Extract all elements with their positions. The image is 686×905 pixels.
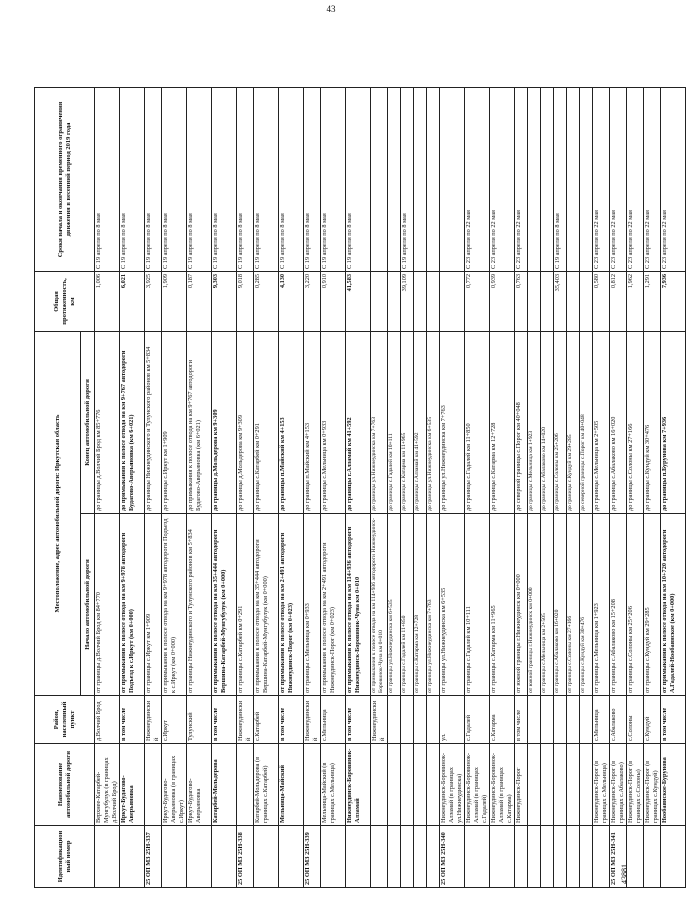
table-row [610,87,627,887]
cell-period: С 19 апреля по 8 мая [254,87,279,271]
cell-id [580,826,593,888]
cell-period: С 23 апреля по 22 мая [490,87,515,271]
cell-start: от границы с.Катарбей км 0+291 [237,514,254,696]
cell-district [427,696,440,744]
cell-district: с.Катарбей [254,696,279,744]
cell-start: от границы с.Абалаково км 16+020 [554,514,567,696]
table-subrow [541,87,554,887]
cell-start: от южной границы г.Нижнеудинск км 0+000 [515,514,528,696]
cell-end: до границы г.Алзамай км 41+592 [346,331,371,513]
cell-length: 3,220 [304,271,321,331]
page-number: 43 [326,4,336,14]
cell-length: 0,812 [610,271,627,331]
cell-start: от примыкания к полосе отвода на км 9+978 автодороги Подъезд к с.Иркут (км 0+000) [120,514,145,696]
cell-period [414,87,427,271]
cell-start: от примыкания к полосе отвода на км 2+491 автодороги Нижнеудинск-Порог (км 0+023) [279,514,304,696]
cell-name: Катарбей-Мольдерова (в границах с.Катарбей) [254,744,279,826]
cell-end: до границы с.Гадалей км 11+850 [465,331,490,513]
cell-end: до границы д.Мольдерова км 9+309 [212,331,237,513]
cell-end: до северной границы с.Порог км 40+048 [580,331,593,513]
cell-district [541,696,554,744]
cell-end: до границы ул.Нижнеудинска км 6+535 [427,331,440,513]
cell-id [661,826,686,888]
cell-start: от границы с.Катарма км 11+965 [490,514,515,696]
cell-period [567,87,580,271]
table-row [644,87,661,887]
table-subrow [388,87,401,887]
cell-name: Нижнеудинск-Боровинок-Алзамай (в границах с.Катарма) [490,744,515,826]
cell-end: до границы п.Майский км 4+153 [279,331,304,513]
cell-length [541,271,554,331]
cell-end: до границы с.Абалаково км 14+020 [541,331,554,513]
cell-period [440,87,465,271]
cell-end: до границы с.Катарма км 11+965 [401,331,414,513]
cell-start: от границы с.Абалаково км 15+208 [610,514,627,696]
cell-district [567,696,580,744]
cell-length [414,271,427,331]
cell-period: С 23 апреля по 22 мая [661,87,686,271]
table-row [120,87,145,887]
cell-period: С 23 апреля по 22 мая [644,87,661,271]
cell-length: 4,130 [279,271,304,331]
cell-district: в том числе [120,696,145,744]
cell-period: С 19 апреля по 8 мая [162,87,187,271]
cell-period: С 23 апреля по 22 мая [593,87,610,271]
cell-district: Нижнеудинский [237,696,254,744]
table-subrow [528,87,541,887]
cell-district: Нижнеудинский [371,696,388,744]
cell-end: до границы Нижнеудинского и Тулунского районов км 5+834 [145,331,162,513]
cell-end: до границы с.Мельница км 0+933 [321,331,346,513]
cell-end: до границы с.Катарма км 12+728 [490,331,515,513]
cell-district: в том числе [212,696,237,744]
col-header-location: Местоположение, адрес автомобильной дороги: Иркутская область [35,331,81,695]
cell-period: С 19 апреля по 8 мая [212,87,237,271]
cell-end: до границы ул.Нижнеудинска км 7+763 [371,331,388,513]
cell-end: до границы с.Кундуй км 30+476 [644,331,661,513]
cell-length: 7,936 [661,271,686,331]
cell-end: до границы ул.Нижнеудинска км 7+763 [440,331,465,513]
cell-period: С 23 апреля по 22 мая [465,87,490,271]
cell-period: С 19 апреля по 8 мая [95,87,120,271]
cell-district: с.Мельница [593,696,610,744]
cell-name: Нижнеудинск-Порог (в границах с.Абалаково) [610,744,627,826]
cell-end: до границы д.Мольдерова км 9+309 [237,331,254,513]
cell-length: 1,962 [627,271,644,331]
table-row [321,87,346,887]
cell-id: 25 ОП МЗ 25Н-341 [610,826,627,888]
cell-id [95,826,120,888]
cell-start: от южной границы г.Нижнеудинск км 0+000 [528,514,541,696]
table-row [95,87,120,887]
cell-name: Нообаянское-Бурунова [661,744,686,826]
cell-id [490,826,515,888]
cell-id: 25 ОП МЗ 25Н-338 [237,826,254,888]
cell-name: Нижнеудинск-Порог (в границах с.Кундуй) [644,744,661,826]
cell-name: Нижнеудинск-Порог (в границах с.Солоны) [627,744,644,826]
cell-length [580,271,593,331]
cell-start: от примыкания к полосе отвода на км 9+978 автодороги Подъезд к с.Иркут (км 0+000) [162,514,187,696]
cell-start: от примыкания к полосе отвода на км 114+936 автодороги Нижнеудинск-Боровинок-Чуна км 0+010 [346,514,371,696]
cell-period [580,87,593,271]
cell-district: в том числе [279,696,304,744]
cell-start: от примыкания к полосе отвода на км 2+491 автодороги Нижнеудинск-Порог (км 0+023) [321,514,346,696]
cell-length: 0,772 [465,271,490,331]
table-subrow [554,87,567,887]
cell-name [541,744,554,826]
cell-district: с.Абалаково [610,696,627,744]
cell-start: от границы с.Гадалей км 11+850 [401,514,414,696]
cell-length: 0,580 [593,271,610,331]
cell-start: от границы с.Гадалей км 10+111 [465,514,490,696]
table-row [254,87,279,887]
cell-period [388,87,401,271]
cell-name [427,744,440,826]
cell-name [371,744,388,826]
cell-start: от границы д.Волчий Брод км 84+770 [95,514,120,696]
cell-period [371,87,388,271]
table-row [465,87,490,887]
cell-period: С 19 апреля по 8 мая [321,87,346,271]
cell-id [567,826,580,888]
cell-start: от границы с.Солоны км 27+166 [567,514,580,696]
cell-id [528,826,541,888]
cell-length [427,271,440,331]
cell-id [554,826,567,888]
table-subrow [567,87,580,887]
cell-name [528,744,541,826]
cell-length: 1,291 [644,271,661,331]
cell-name: Мельница-Майский (в границах с.Мельница) [321,744,346,826]
cell-end: до границы с.Мельница км 1+923 [528,331,541,513]
cell-name [414,744,427,826]
cell-name: Нижнеудинск-Порог [515,744,528,826]
cell-length: 0,939 [490,271,515,331]
cell-name: Катарбей-Мольдерова [212,744,237,826]
table-row [162,87,187,887]
table-row [237,87,254,887]
cell-name [145,744,162,826]
cell-start: от границы с.Мельница км 1+923 [593,514,610,696]
cell-id [401,826,414,888]
cell-name [401,744,414,826]
col-header-name: Наименование автомобильной дороги [35,744,95,826]
cell-length: 35,403 [554,271,567,331]
cell-name: Верхнее-Катарбей-Мунгубулук (в границах д.Волчий Брод) [95,744,120,826]
cell-id: 25 ОП МЗ 25Н-339 [304,826,321,888]
document-id: 43881 [620,864,629,884]
col-header-district: Район, населенный пункт [35,696,95,744]
cell-district: Нижнеудинский [304,696,321,744]
table-body [95,87,686,887]
cell-length: 9,303 [212,271,237,331]
cell-district [580,696,593,744]
cell-length: 3,925 [145,271,162,331]
cell-id [427,826,440,888]
cell-length [371,271,388,331]
cell-name: Иркут-Будагово-Аверьяновка [187,744,212,826]
cell-end: до границы с.Абалаково км 16+020 [610,331,627,513]
cell-district: в том числе [346,696,371,744]
cell-district [388,696,401,744]
cell-id [644,826,661,888]
cell-name [304,744,321,826]
cell-end: до границы с.Мельница км 2+505 [593,331,610,513]
cell-name: Нижнеудинск-Боровинок-Алзамай [346,744,371,826]
cell-id [254,826,279,888]
table-row [279,87,304,887]
cell-district: с.Кундуй [644,696,661,744]
cell-id [371,826,388,888]
cell-period: С 19 апреля по 8 мая [346,87,371,271]
cell-start: от границы ул.Нижнеудинска км 7+763 [427,514,440,696]
cell-name [567,744,580,826]
cell-start: от примыкания к полосе отвода на км 10+720 автодороги А.Гадалей-Нообаянское (км 0+000) [661,514,686,696]
cell-district [554,696,567,744]
cell-end: до границы с.Катарбей км 0+291 [254,331,279,513]
cell-name: Иркут-Будагово-Аверьяновка [120,744,145,826]
cell-period [528,87,541,271]
cell-period: С 19 апреля по 8 мая [187,87,212,271]
cell-start: от границы с.Иркут км 1+909 [145,514,162,696]
cell-district: с.Мельница [321,696,346,744]
cell-start: от примыкания к полосе отвода на км 114+936 автодороги Нижнеудинск-Боровинок-Чуна км 0+010 [371,514,388,696]
cell-id: 25 ОП МЗ 25Н-337 [145,826,162,888]
table-subrow [401,87,414,887]
col-header-period: Сроки начала и окончания временного ограничения движения в весенний период 2019 года [35,87,95,271]
cell-id [162,826,187,888]
cell-district: в том числе [515,696,528,744]
col-header-end: Конец автомобильной дороги [81,331,95,513]
cell-length [567,271,580,331]
cell-district [528,696,541,744]
cell-name: Нижнеудинск-Боровинок-Алзамай (в границах с.Гадалей) [465,744,490,826]
cell-period: С 23 апреля по 22 мая [610,87,627,271]
table-subrow [427,87,440,887]
table-row [187,87,212,887]
cell-start: от границы Нижнеудинского и Тулунского районов км 5+834 [187,514,212,696]
cell-district: с.Солоны [627,696,644,744]
cell-length: 0,285 [254,271,279,331]
cell-length: 6,021 [120,271,145,331]
table-row [440,87,465,887]
cell-district [401,696,414,744]
cell-length: 39,109 [401,271,414,331]
cell-district: ул. [440,696,465,744]
cell-start: от границы ул.Нижнеудинска км 6+535 [440,514,465,696]
cell-length: 9,018 [237,271,254,331]
cell-start: от примыкания к полосе отвода на км 35+444 автодороги Вершина-Катарбей-Мунгубулук (км 0+000) [254,514,279,696]
table-subrow [580,87,593,887]
cell-end: до границы с.Кундуй км 29+285 [567,331,580,513]
cell-period [541,87,554,271]
cell-length: 0,763 [515,271,528,331]
cell-id [212,826,237,888]
cell-length [388,271,401,331]
cell-period: С 19 апреля по 8 мая [554,87,567,271]
cell-end: до границы с.Иркут км 1+909 [162,331,187,513]
cell-length: 41,583 [346,271,371,331]
cell-id [593,826,610,888]
cell-district: с.Иркут [162,696,187,744]
cell-id [120,826,145,888]
cell-end: до границы д.Волчий Брод км 85+776 [95,331,120,513]
cell-period: С 23 апреля по 22 мая [515,87,528,271]
cell-district: с.Гадалей [465,696,490,744]
cell-start: от границы ул.Нижнеудинска км 6+535 [388,514,401,696]
cell-period: С 19 апреля по 8 мая [120,87,145,271]
table-row [490,87,515,887]
cell-period: С 19 апреля по 8 мая [279,87,304,271]
table-row [212,87,237,887]
cell-district: в том числе [661,696,686,744]
cell-start: от границы с.Мельница км 2+505 [541,514,554,696]
cell-start: от границы с.Мельница км 0+933 [304,514,321,696]
cell-id [541,826,554,888]
cell-name: Иркут-Будагово-Аверьяновка (в границах с.Иркут) [162,744,187,826]
table-row [627,87,644,887]
cell-end: до северной границы с.Порог км 40+048 [515,331,528,513]
col-header-start: Начало автомобильной дороги [81,514,95,696]
cell-period [427,87,440,271]
table-row [661,87,686,887]
cell-id [346,826,371,888]
cell-id [279,826,304,888]
cell-period: С 19 апреля по 8 мая [145,87,162,271]
cell-id [414,826,427,888]
cell-period: С 19 апреля по 8 мая [401,87,414,271]
cell-district: Тулунский [187,696,212,744]
cell-end: до границы г.Алзамай км 41+592 [414,331,427,513]
cell-name [388,744,401,826]
table-header-row [35,87,81,887]
road-restrictions-table [34,87,686,888]
cell-length: 1,006 [95,271,120,331]
cell-start: от границы с.Кундуй км 29+285 [644,514,661,696]
cell-length: 0,187 [187,271,212,331]
cell-id [627,826,644,888]
cell-period: С 19 апреля по 8 мая [237,87,254,271]
table-row [304,87,321,887]
cell-id [388,826,401,888]
cell-id [321,826,346,888]
cell-length [440,271,465,331]
cell-id [465,826,490,888]
cell-end: до границы с.Солоны км 27+166 [627,331,644,513]
table-row [346,87,371,887]
cell-name [580,744,593,826]
cell-length: 0,910 [321,271,346,331]
cell-start: от границы с.Катарма км 12+728 [414,514,427,696]
table-subrow [414,87,427,887]
cell-id [187,826,212,888]
cell-district: д.Волчий Брод [95,696,120,744]
cell-name: Мельница-Майский [279,744,304,826]
cell-name [237,744,254,826]
cell-period: С 23 апреля по 22 мая [627,87,644,271]
cell-end: до примыкания к полосе отвода на км 9+767 автодороги Будагово-Аверьяновка (км 6+021) [187,331,212,513]
cell-end: до примыкания к полосе отвода на км 9+767 автодороги Будагово-Аверьяновка (км 6+021) [120,331,145,513]
cell-end: до границы с.Гадалей км 10+111 [388,331,401,513]
cell-name: Нижнеудинск-Боровинок-Алзамай (в границах ул.Нижнеудинска) [440,744,465,826]
cell-end: до границы п.Майский км 4+153 [304,331,321,513]
cell-start: от границы с.Кундуй км 30+476 [580,514,593,696]
cell-start: от границы с.Солоны км 25+206 [627,514,644,696]
cell-district: Нижнеудинский [145,696,162,744]
cell-name: Нижнеудинск-Порог (в границах с.Мельница) [593,744,610,826]
table-row [593,87,610,887]
cell-length: 1,909 [162,271,187,331]
cell-district [414,696,427,744]
cell-name [554,744,567,826]
cell-id: 25 ОП МЗ 25Н-340 [440,826,465,888]
cell-end: до границы п.Бурунова км 7+936 [661,331,686,513]
col-header-id: Идентификацион ный номер [35,826,95,888]
table-subrow [371,87,388,887]
cell-start: от примыкания к полосе отвода на км 35+444 автодороги Вершина-Катарбей-Мунгубулук (км 0+000) [212,514,237,696]
col-header-length: Общая протяженность, км [35,271,95,331]
cell-end: до границы с.Солоны км 25+206 [554,331,567,513]
cell-period: С 19 апреля по 8 мая [304,87,321,271]
cell-district: с.Катарма [490,696,515,744]
table-row [145,87,162,887]
cell-length [528,271,541,331]
table-row [515,87,528,887]
cell-id [515,826,528,888]
